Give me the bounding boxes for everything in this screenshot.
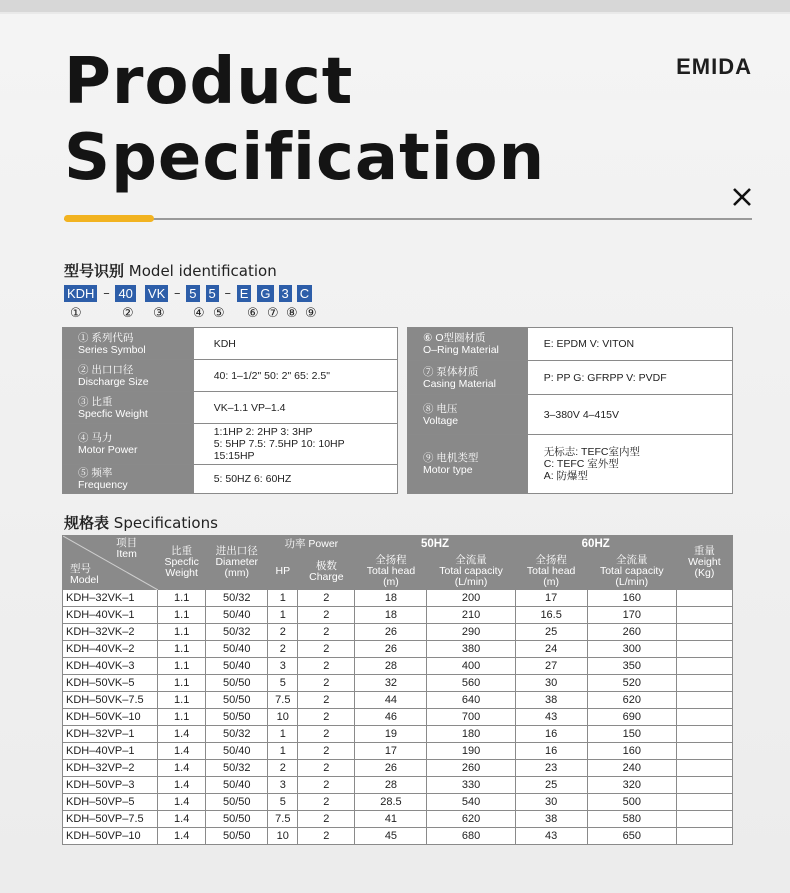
spec-row bbox=[408, 361, 733, 395]
cell-capacity-50: 210 bbox=[427, 607, 515, 624]
cell-hp: 10 bbox=[268, 828, 298, 845]
cell-specific-weight: 1.1 bbox=[158, 658, 206, 675]
code-voltage: 3 bbox=[279, 285, 292, 302]
cell-charge: 2 bbox=[298, 607, 355, 624]
header-hp: HP bbox=[268, 554, 298, 590]
code-number: ③ bbox=[153, 306, 165, 321]
specs-heading-cn: 规格表 bbox=[64, 514, 110, 532]
table-row bbox=[63, 726, 733, 743]
cell-capacity-60: 170 bbox=[587, 607, 676, 624]
cell-head-60: 43 bbox=[515, 828, 587, 845]
code-frequency: 5 bbox=[206, 285, 219, 302]
cell-head-50: 26 bbox=[355, 641, 427, 658]
cell-weight bbox=[676, 743, 732, 760]
cell-capacity-60: 260 bbox=[587, 624, 676, 641]
cell-diameter: 50/50 bbox=[206, 828, 268, 845]
spec-row bbox=[408, 395, 733, 435]
cell-hp: 2 bbox=[268, 624, 298, 641]
cell-specific-weight: 1.1 bbox=[158, 607, 206, 624]
cell-head-50: 18 bbox=[355, 607, 427, 624]
cell-specific-weight: 1.4 bbox=[158, 777, 206, 794]
cell-capacity-60: 650 bbox=[587, 828, 676, 845]
code-casing: G bbox=[257, 285, 273, 302]
cell-diameter: 50/50 bbox=[206, 675, 268, 692]
cell-capacity-50: 700 bbox=[427, 709, 515, 726]
cell-model: KDH–50VP–3 bbox=[63, 777, 158, 794]
cell-hp: 3 bbox=[268, 777, 298, 794]
spec-label: ⑤ 频率 Frequency bbox=[63, 465, 194, 494]
header-50hz: 50HZ bbox=[355, 536, 515, 554]
code-number: ⑤ bbox=[213, 306, 225, 321]
cell-head-50: 28 bbox=[355, 777, 427, 794]
table-row bbox=[63, 658, 733, 675]
cell-diameter: 50/50 bbox=[206, 709, 268, 726]
cell-head-60: 38 bbox=[515, 692, 587, 709]
header-item-model bbox=[63, 536, 158, 590]
spec-row bbox=[63, 392, 398, 424]
code-dash: – bbox=[224, 285, 231, 301]
model-id-heading-en: Model identification bbox=[128, 262, 277, 280]
cell-charge: 2 bbox=[298, 675, 355, 692]
cell-head-50: 18 bbox=[355, 590, 427, 607]
cell-specific-weight: 1.1 bbox=[158, 641, 206, 658]
model-id-heading-cn: 型号识别 bbox=[64, 262, 125, 280]
cell-head-50: 26 bbox=[355, 624, 427, 641]
code-dash: – bbox=[103, 285, 110, 301]
spec-label: ④ 马力 Motor Power bbox=[63, 424, 194, 465]
code-oring: E bbox=[237, 285, 252, 302]
cell-head-60: 16.5 bbox=[515, 607, 587, 624]
code-dash: – bbox=[174, 285, 181, 301]
cell-diameter: 50/32 bbox=[206, 726, 268, 743]
divider bbox=[64, 218, 752, 220]
cell-head-50: 26 bbox=[355, 760, 427, 777]
spec-value: 1:1HP 2: 2HP 3: 3HP 5: 5HP 7.5: 7.5HP 10: 10HP 15:15HP bbox=[193, 424, 397, 465]
cell-charge: 2 bbox=[298, 692, 355, 709]
table-row bbox=[63, 777, 733, 794]
code-motor: C bbox=[297, 285, 312, 302]
cell-model: KDH–32VK–2 bbox=[63, 624, 158, 641]
cell-hp: 2 bbox=[268, 641, 298, 658]
code-size: 40 bbox=[115, 285, 135, 302]
cell-head-50: 46 bbox=[355, 709, 427, 726]
cell-hp: 1 bbox=[268, 590, 298, 607]
cell-weight bbox=[676, 794, 732, 811]
cell-diameter: 50/40 bbox=[206, 607, 268, 624]
spec-label: ② 出口口径 Discharge Size bbox=[63, 360, 194, 392]
cell-model: KDH–40VK–1 bbox=[63, 607, 158, 624]
header-60hz: 60HZ bbox=[515, 536, 676, 554]
code-number: ① bbox=[70, 306, 82, 321]
specifications-table bbox=[62, 535, 733, 845]
header-total-capacity-50: 全流量 Total capacity (L/min) bbox=[427, 554, 515, 590]
header-power: 功率 Power bbox=[268, 536, 355, 554]
cell-capacity-60: 320 bbox=[587, 777, 676, 794]
spec-label: ⑨ 电机类型 Motor type bbox=[408, 435, 528, 494]
spec-row bbox=[63, 424, 398, 465]
cell-weight bbox=[676, 624, 732, 641]
table-row bbox=[63, 794, 733, 811]
cell-specific-weight: 1.4 bbox=[158, 743, 206, 760]
table-row bbox=[63, 709, 733, 726]
spec-value: KDH bbox=[193, 328, 397, 360]
cell-diameter: 50/40 bbox=[206, 743, 268, 760]
header-charge: 极数 Charge bbox=[298, 554, 355, 590]
cell-specific-weight: 1.4 bbox=[158, 828, 206, 845]
table-row bbox=[63, 641, 733, 658]
code-series: KDH bbox=[64, 285, 97, 302]
header-model-en: Model bbox=[70, 574, 99, 586]
cell-head-60: 17 bbox=[515, 590, 587, 607]
cell-hp: 1 bbox=[268, 607, 298, 624]
cell-diameter: 50/32 bbox=[206, 760, 268, 777]
cell-capacity-60: 580 bbox=[587, 811, 676, 828]
cell-charge: 2 bbox=[298, 590, 355, 607]
spec-value: 40: 1–1/2" 50: 2" 65: 2.5" bbox=[193, 360, 397, 392]
cell-capacity-50: 290 bbox=[427, 624, 515, 641]
cell-model: KDH–50VK–10 bbox=[63, 709, 158, 726]
cell-diameter: 50/40 bbox=[206, 641, 268, 658]
table-row bbox=[63, 760, 733, 777]
cell-hp: 3 bbox=[268, 658, 298, 675]
cell-capacity-60: 240 bbox=[587, 760, 676, 777]
cell-diameter: 50/40 bbox=[206, 658, 268, 675]
cell-head-50: 19 bbox=[355, 726, 427, 743]
table-row bbox=[63, 692, 733, 709]
cell-charge: 2 bbox=[298, 794, 355, 811]
cell-weight bbox=[676, 692, 732, 709]
close-icon[interactable] bbox=[731, 186, 753, 208]
cell-head-50: 17 bbox=[355, 743, 427, 760]
header-specific-weight: 比重 Specfic Weight bbox=[158, 536, 206, 590]
spec-value: E: EPDM V: VITON bbox=[527, 328, 732, 361]
cell-head-60: 16 bbox=[515, 743, 587, 760]
cell-head-60: 25 bbox=[515, 777, 587, 794]
code-number: ⑥ bbox=[247, 306, 259, 321]
cell-capacity-60: 160 bbox=[587, 743, 676, 760]
cell-model: KDH–40VK–2 bbox=[63, 641, 158, 658]
cell-weight bbox=[676, 777, 732, 794]
cell-capacity-50: 540 bbox=[427, 794, 515, 811]
cell-head-60: 30 bbox=[515, 675, 587, 692]
cell-capacity-50: 260 bbox=[427, 760, 515, 777]
cell-head-60: 23 bbox=[515, 760, 587, 777]
cell-capacity-50: 380 bbox=[427, 641, 515, 658]
top-strip bbox=[0, 0, 790, 12]
model-spec-table-left bbox=[62, 327, 398, 494]
spec-row bbox=[408, 435, 733, 494]
cell-capacity-60: 350 bbox=[587, 658, 676, 675]
spec-row bbox=[63, 360, 398, 392]
page-title-line2: Specification bbox=[64, 121, 546, 195]
cell-capacity-50: 560 bbox=[427, 675, 515, 692]
code-number: ⑨ bbox=[305, 306, 317, 321]
cell-hp: 5 bbox=[268, 675, 298, 692]
spec-row bbox=[408, 328, 733, 361]
cell-weight bbox=[676, 726, 732, 743]
table-row bbox=[63, 743, 733, 760]
spec-label: ⑥ O型圈材质 O–Ring Material bbox=[408, 328, 528, 361]
spec-row bbox=[63, 328, 398, 360]
cell-charge: 2 bbox=[298, 658, 355, 675]
header-weight: 重量 Weight (Kg) bbox=[676, 536, 732, 590]
table-row bbox=[63, 624, 733, 641]
code-number: ② bbox=[122, 306, 134, 321]
cell-head-50: 28 bbox=[355, 658, 427, 675]
cell-head-60: 24 bbox=[515, 641, 587, 658]
cell-specific-weight: 1.1 bbox=[158, 675, 206, 692]
code-weight: VK bbox=[145, 285, 168, 302]
model-spec-table-right bbox=[407, 327, 733, 494]
cell-charge: 2 bbox=[298, 709, 355, 726]
cell-capacity-60: 520 bbox=[587, 675, 676, 692]
cell-weight bbox=[676, 641, 732, 658]
cell-capacity-60: 690 bbox=[587, 709, 676, 726]
cell-model: KDH–50VK–5 bbox=[63, 675, 158, 692]
cell-weight bbox=[676, 828, 732, 845]
model-id-heading bbox=[64, 260, 277, 281]
cell-capacity-60: 620 bbox=[587, 692, 676, 709]
cell-charge: 2 bbox=[298, 777, 355, 794]
table-row bbox=[63, 811, 733, 828]
cell-head-60: 38 bbox=[515, 811, 587, 828]
cell-capacity-50: 620 bbox=[427, 811, 515, 828]
cell-model: KDH–50VP–7.5 bbox=[63, 811, 158, 828]
cell-diameter: 50/40 bbox=[206, 777, 268, 794]
cell-model: KDH–50VP–5 bbox=[63, 794, 158, 811]
table-body bbox=[63, 590, 733, 845]
header-model-cn: 型号 bbox=[70, 563, 91, 575]
cell-hp: 10 bbox=[268, 709, 298, 726]
cell-capacity-50: 680 bbox=[427, 828, 515, 845]
cell-head-60: 27 bbox=[515, 658, 587, 675]
header-total-head-60: 全扬程 Total head (m) bbox=[515, 554, 587, 590]
cell-capacity-50: 330 bbox=[427, 777, 515, 794]
model-code-row bbox=[64, 284, 312, 302]
cell-head-50: 32 bbox=[355, 675, 427, 692]
cell-weight bbox=[676, 658, 732, 675]
cell-model: KDH–50VP–10 bbox=[63, 828, 158, 845]
spec-value: P: PP G: GFRPP V: PVDF bbox=[527, 361, 732, 395]
cell-head-60: 16 bbox=[515, 726, 587, 743]
cell-charge: 2 bbox=[298, 743, 355, 760]
cell-capacity-60: 300 bbox=[587, 641, 676, 658]
spec-label: ① 系列代码 Series Symbol bbox=[63, 328, 194, 360]
cell-charge: 2 bbox=[298, 760, 355, 777]
header-total-capacity-60: 全流量 Total capacity (L/min) bbox=[587, 554, 676, 590]
code-number: ④ bbox=[193, 306, 205, 321]
cell-capacity-50: 190 bbox=[427, 743, 515, 760]
cell-specific-weight: 1.4 bbox=[158, 811, 206, 828]
cell-capacity-60: 150 bbox=[587, 726, 676, 743]
cell-weight bbox=[676, 607, 732, 624]
table-header-row bbox=[63, 536, 733, 554]
cell-head-50: 41 bbox=[355, 811, 427, 828]
cell-model: KDH–40VP–1 bbox=[63, 743, 158, 760]
spec-value: VK–1.1 VP–1.4 bbox=[193, 392, 397, 424]
table-row bbox=[63, 590, 733, 607]
cell-hp: 5 bbox=[268, 794, 298, 811]
cell-diameter: 50/50 bbox=[206, 794, 268, 811]
cell-specific-weight: 1.4 bbox=[158, 726, 206, 743]
cell-capacity-60: 160 bbox=[587, 590, 676, 607]
cell-specific-weight: 1.4 bbox=[158, 760, 206, 777]
cell-specific-weight: 1.1 bbox=[158, 692, 206, 709]
cell-head-60: 25 bbox=[515, 624, 587, 641]
cell-hp: 2 bbox=[268, 760, 298, 777]
cell-capacity-60: 500 bbox=[587, 794, 676, 811]
header-item-en: Item bbox=[116, 548, 137, 560]
table-row bbox=[63, 828, 733, 845]
cell-head-50: 45 bbox=[355, 828, 427, 845]
divider-accent bbox=[64, 215, 154, 222]
spec-label: ③ 比重 Specfic Weight bbox=[63, 392, 194, 424]
cell-hp: 7.5 bbox=[268, 692, 298, 709]
spec-label: ⑧ 电压 Voltage bbox=[408, 395, 528, 435]
specs-heading-en: Specifications bbox=[113, 514, 218, 532]
spec-value: 无标志: TEFC室内型 C: TEFC 室外型 A: 防爆型 bbox=[527, 435, 732, 494]
cell-charge: 2 bbox=[298, 641, 355, 658]
page-title-line1: Product bbox=[64, 45, 354, 119]
cell-head-60: 43 bbox=[515, 709, 587, 726]
spec-value: 5: 50HZ 6: 60HZ bbox=[193, 465, 397, 494]
cell-weight bbox=[676, 760, 732, 777]
cell-model: KDH–32VP–1 bbox=[63, 726, 158, 743]
cell-weight bbox=[676, 811, 732, 828]
cell-capacity-50: 640 bbox=[427, 692, 515, 709]
cell-hp: 1 bbox=[268, 743, 298, 760]
cell-model: KDH–32VK–1 bbox=[63, 590, 158, 607]
header-item-cn: 项目 bbox=[116, 537, 138, 549]
specs-heading bbox=[64, 512, 218, 533]
cell-specific-weight: 1.1 bbox=[158, 709, 206, 726]
cell-model: KDH–40VK–3 bbox=[63, 658, 158, 675]
cell-specific-weight: 1.1 bbox=[158, 624, 206, 641]
cell-weight bbox=[676, 709, 732, 726]
cell-diameter: 50/50 bbox=[206, 811, 268, 828]
cell-charge: 2 bbox=[298, 828, 355, 845]
cell-head-60: 30 bbox=[515, 794, 587, 811]
cell-diameter: 50/50 bbox=[206, 692, 268, 709]
cell-capacity-50: 180 bbox=[427, 726, 515, 743]
code-power: 5 bbox=[186, 285, 199, 302]
cell-charge: 2 bbox=[298, 726, 355, 743]
cell-capacity-50: 400 bbox=[427, 658, 515, 675]
cell-specific-weight: 1.1 bbox=[158, 590, 206, 607]
brand-logo: EMIDA bbox=[676, 54, 752, 79]
cell-specific-weight: 1.4 bbox=[158, 794, 206, 811]
table-row bbox=[63, 675, 733, 692]
cell-model: KDH–32VP–2 bbox=[63, 760, 158, 777]
code-number: ⑧ bbox=[286, 306, 298, 321]
cell-head-50: 28.5 bbox=[355, 794, 427, 811]
cell-weight bbox=[676, 675, 732, 692]
table-row bbox=[63, 607, 733, 624]
header-diameter: 进出口径 Diameter (mm) bbox=[206, 536, 268, 590]
header-total-head-50: 全扬程 Total head (m) bbox=[355, 554, 427, 590]
cell-charge: 2 bbox=[298, 811, 355, 828]
cell-model: KDH–50VK–7.5 bbox=[63, 692, 158, 709]
cell-hp: 7.5 bbox=[268, 811, 298, 828]
cell-diameter: 50/32 bbox=[206, 590, 268, 607]
cell-head-50: 44 bbox=[355, 692, 427, 709]
cell-diameter: 50/32 bbox=[206, 624, 268, 641]
spec-label: ⑦ 泵体材质 Casing Material bbox=[408, 361, 528, 395]
spec-row bbox=[63, 465, 398, 494]
cell-capacity-50: 200 bbox=[427, 590, 515, 607]
cell-charge: 2 bbox=[298, 624, 355, 641]
spec-value: 3–380V 4–415V bbox=[527, 395, 732, 435]
cell-hp: 1 bbox=[268, 726, 298, 743]
cell-weight bbox=[676, 590, 732, 607]
code-number: ⑦ bbox=[267, 306, 279, 321]
